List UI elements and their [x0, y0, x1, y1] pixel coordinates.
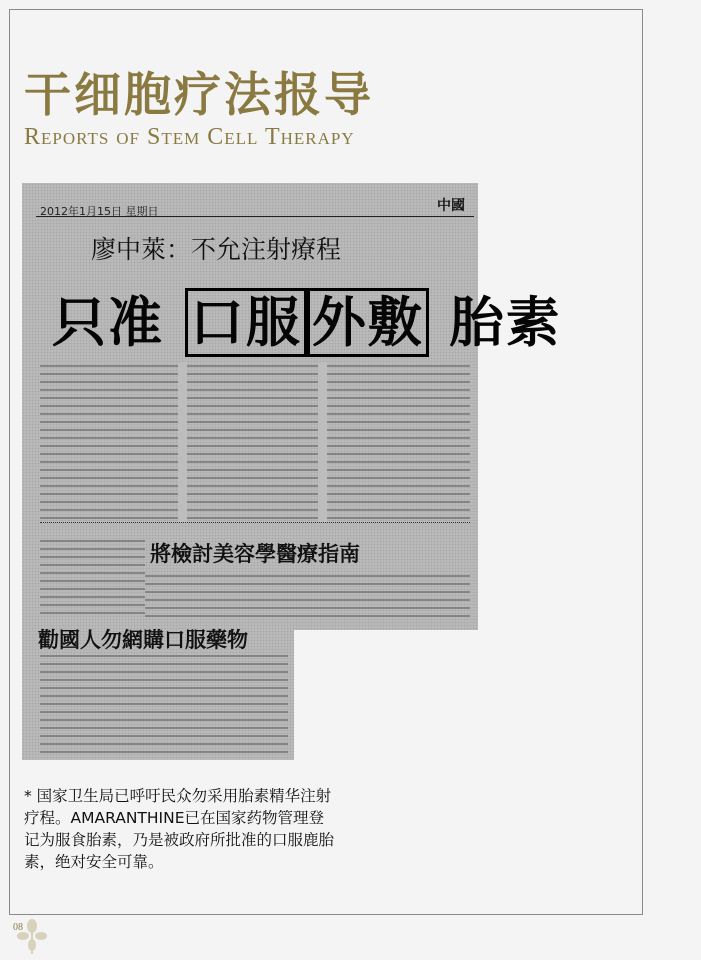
headline-part: 胎素	[449, 291, 562, 354]
clipping-masthead: 中國	[437, 198, 465, 214]
article-body-text	[145, 575, 470, 620]
clipping-date: 2012年1月15日 星期日	[40, 205, 159, 218]
article-body-text	[40, 655, 288, 755]
headline-part-boxed: 外敷	[307, 288, 429, 357]
clipping-section-headline: 將檢討美容學醫療指南	[150, 542, 360, 566]
clipping-dateline	[36, 216, 474, 217]
clipping-subheadline: 廖中萊：不允注射療程	[91, 235, 342, 264]
headline-part: 只准	[52, 291, 164, 354]
caption-text: * 国家卫生局已呼吁民众勿采用胎素精华注射疗程。AMARANTHINE已在国家药物管理登记为服食胎素，乃是被政府所批准的口服鹿胎素，绝对安全可靠。	[24, 787, 335, 871]
article-body-text	[40, 540, 145, 618]
clipping-headline	[52, 280, 562, 357]
column-gutter	[318, 362, 327, 522]
page-title: 干细胞疗法报导	[24, 68, 374, 123]
clipping-section2-headline: 勸國人勿網購口服藥物	[38, 628, 248, 652]
article-body-text	[40, 365, 470, 520]
headline-part-boxed: 口服	[185, 288, 307, 357]
column-gutter	[178, 362, 187, 522]
section-divider	[40, 522, 470, 523]
page-number: 08	[13, 922, 23, 933]
page-subtitle: Reports of Stem Cell Therapy	[24, 124, 355, 150]
